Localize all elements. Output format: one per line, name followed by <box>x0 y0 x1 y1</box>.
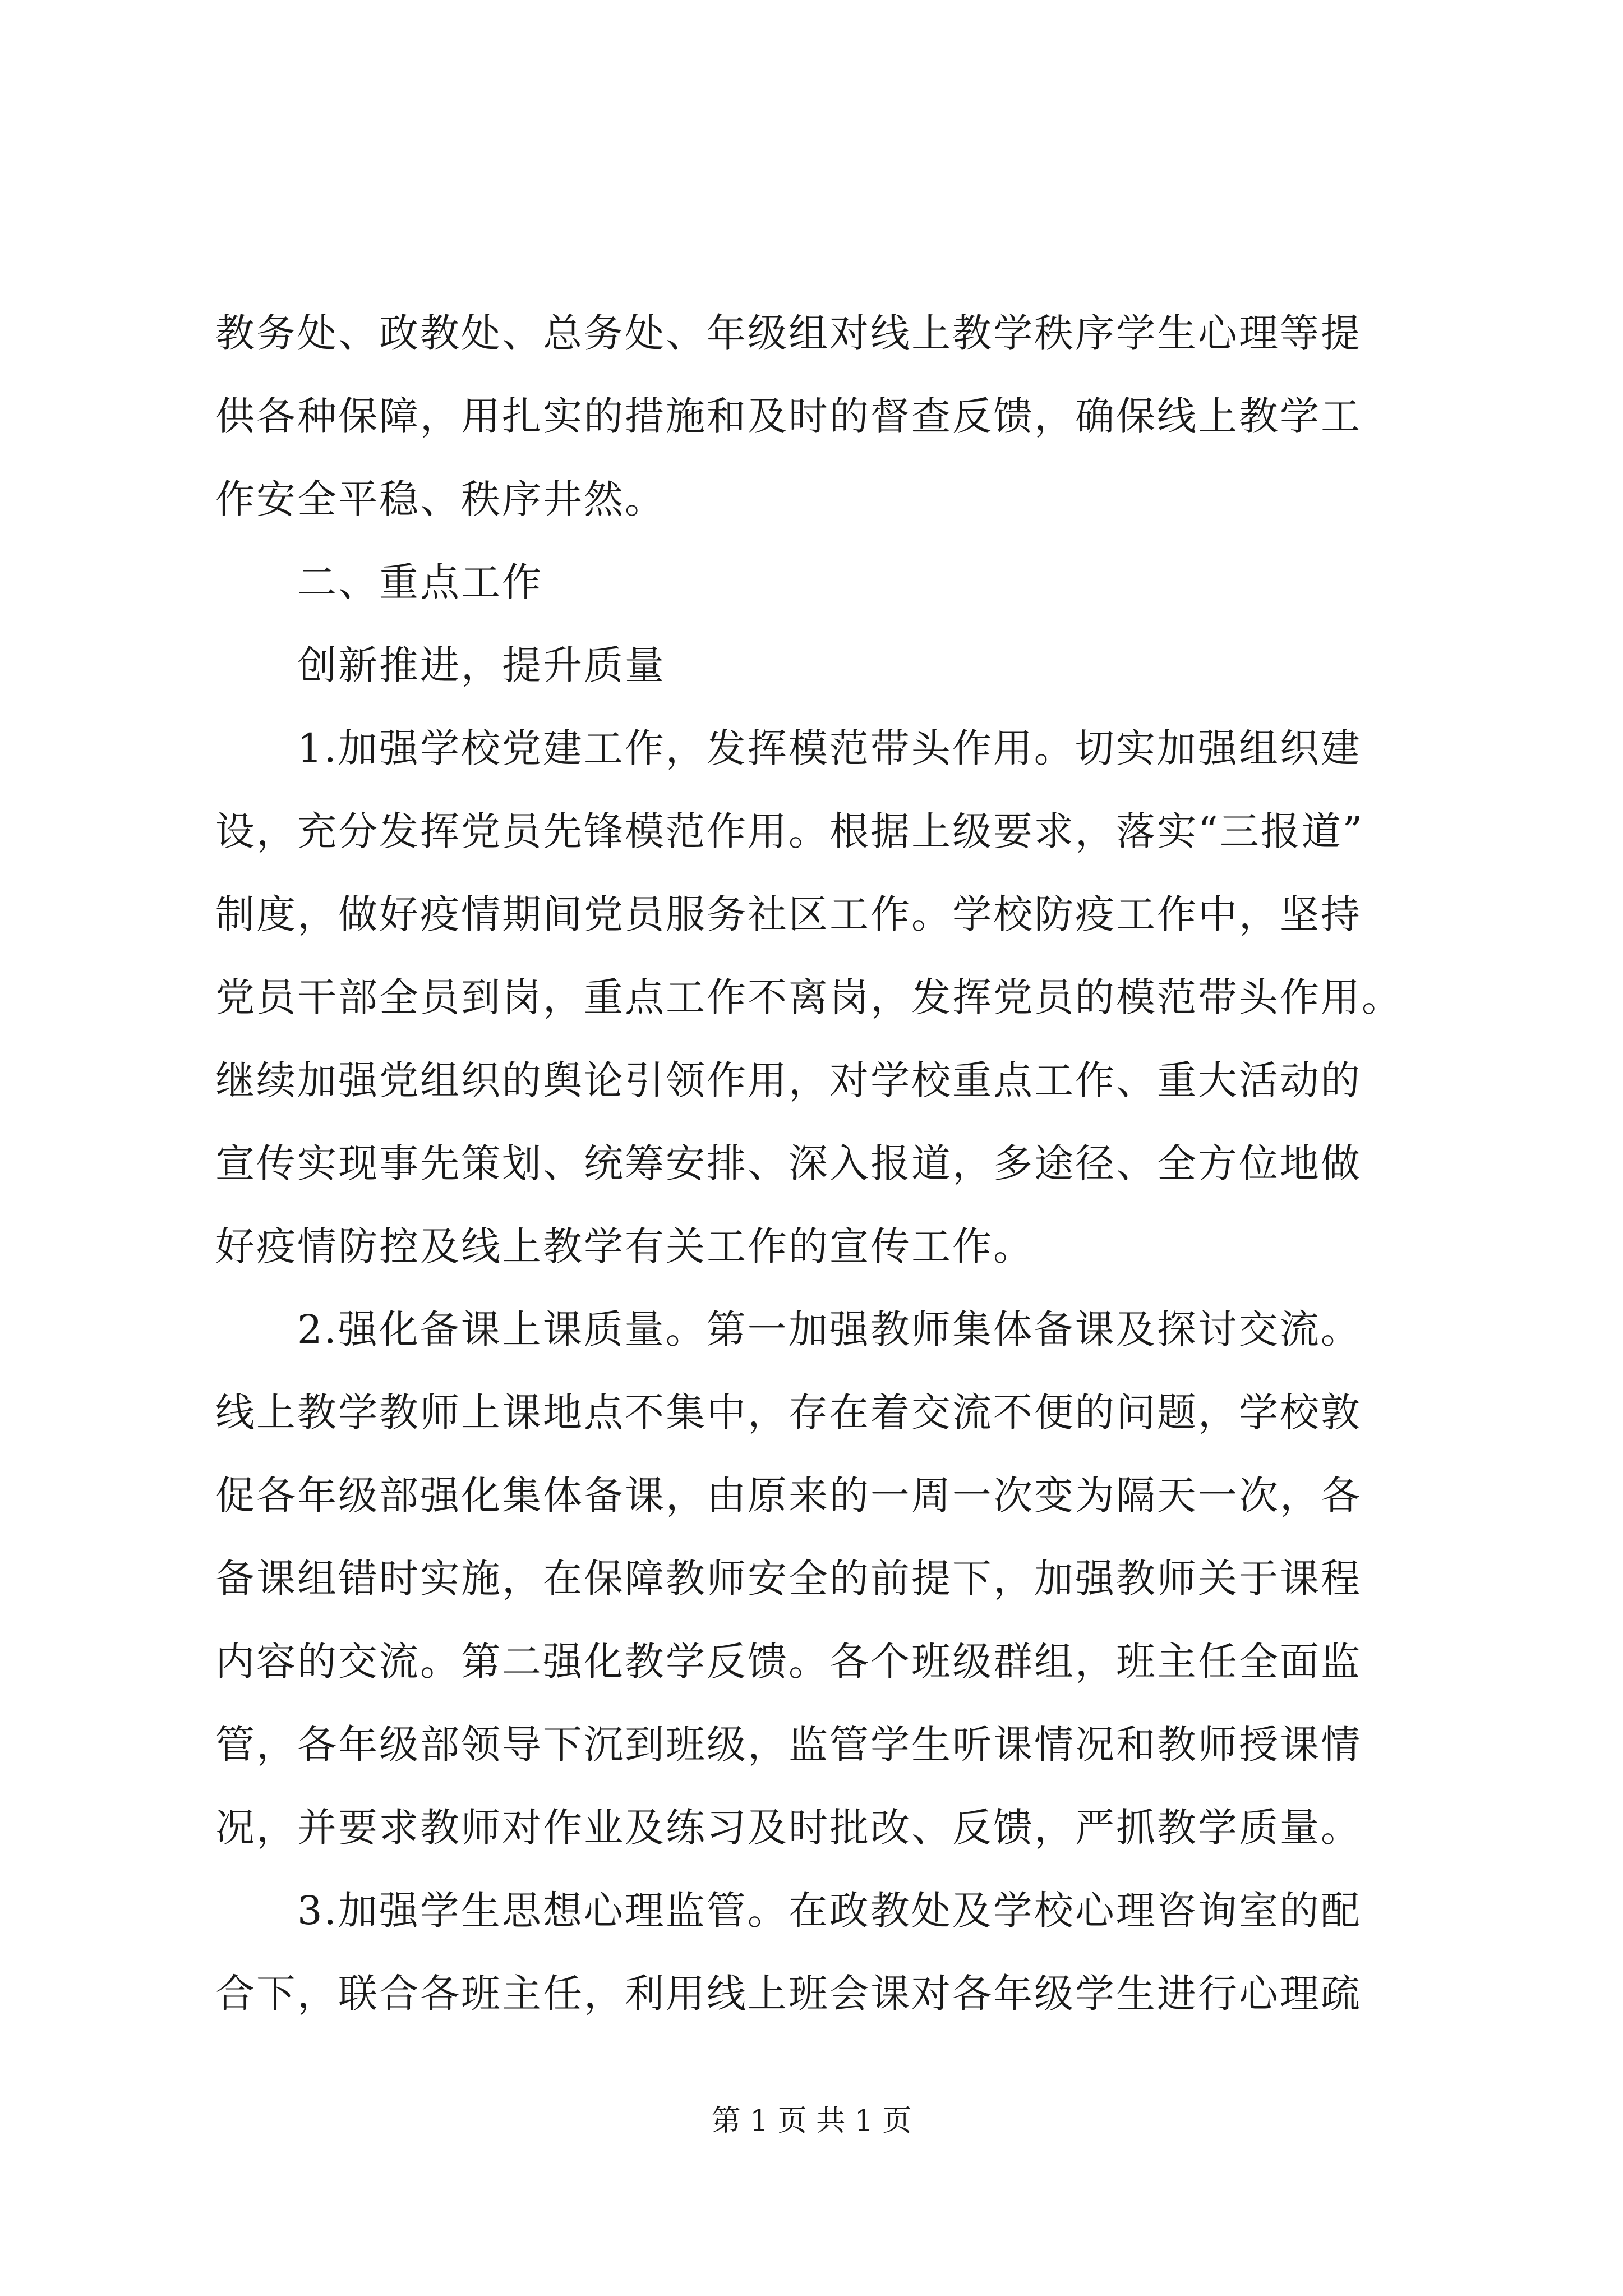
text-line: 3.加强学生思想心理监管。在政教处及学校心理咨询室的配 <box>215 1888 1362 1934</box>
text-line: 供各种保障，用扎实的措施和及时的督查反馈，确保线上教学工 <box>215 393 1362 439</box>
text-line: 继续加强党组织的舆论引领作用，对学校重点工作、重大活动的 <box>215 1057 1362 1103</box>
text-line: 合下，联合各班主任，利用线上班会课对各年级学生进行心理疏 <box>215 1971 1362 2017</box>
text-line: 线上教学教师上课地点不集中，存在着交流不便的问题，学校敦 <box>215 1389 1362 1435</box>
text-line: 1.加强学校党建工作，发挥模范带头作用。切实加强组织建 <box>215 725 1362 771</box>
text-line: 促各年级部强化集体备课，由原来的一周一次变为隔天一次，各 <box>215 1473 1362 1519</box>
page-number-footer: 第 1 页 共 1 页 <box>711 2104 912 2138</box>
text-line: 党员干部全员到岗，重点工作不离岗，发挥党员的模范带头作用。 <box>215 974 1403 1020</box>
text-line: 况，并要求教师对作业及练习及时批改、反馈，严抓教学质量。 <box>215 1805 1362 1851</box>
text-line: 作安全平稳、秩序井然。 <box>215 476 666 522</box>
text-line: 内容的交流。第二强化教学反馈。各个班级群组，班主任全面监 <box>215 1639 1362 1685</box>
document-body <box>215 292 1410 2035</box>
text-line: 制度，做好疫情期间党员服务社区工作。学校防疫工作中，坚持 <box>215 891 1362 937</box>
text-line: 备课组错时实施，在保障教师安全的前提下，加强教师关于课程 <box>215 1556 1362 1602</box>
subsection-heading: 创新推进，提升质量 <box>215 642 666 688</box>
text-line: 管，各年级部领导下沉到班级，监管学生听课情况和教师授课情 <box>215 1722 1362 1768</box>
text-line: 好疫情防控及线上教学有关工作的宣传工作。 <box>215 1223 1034 1269</box>
text-line: 设，充分发挥党员先锋模范作用。根据上级要求，落实“三报道” <box>215 808 1364 854</box>
section-heading: 二、重点工作 <box>215 559 543 605</box>
text-line: 教务处、政教处、总务处、年级组对线上教学秩序学生心理等提 <box>215 310 1362 356</box>
text-line: 2.强化备课上课质量。第一加强教师集体备课及探讨交流。 <box>215 1306 1362 1352</box>
text-line: 宣传实现事先策划、统筹安排、深入报道，多途径、全方位地做 <box>215 1140 1362 1186</box>
